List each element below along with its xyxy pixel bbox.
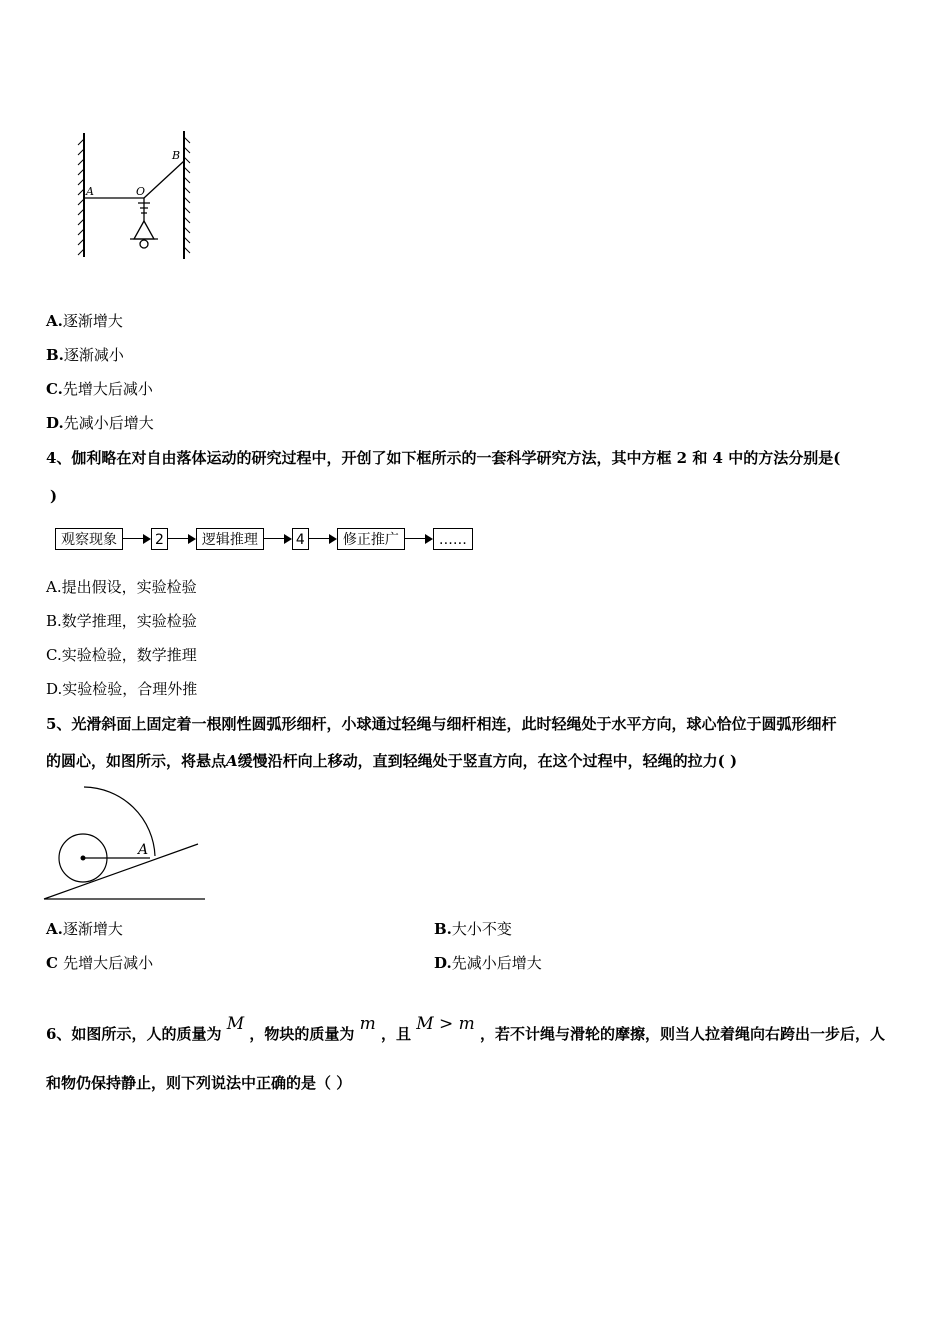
- math-m: m: [359, 1014, 376, 1034]
- fig3-label-b: B: [172, 149, 181, 162]
- q3-option-b[interactable]: B.逐渐减小: [46, 346, 124, 364]
- q3-option-a[interactable]: A.逐渐增大: [46, 312, 123, 330]
- flow-box-logic: 逻辑推理: [196, 528, 264, 550]
- fig3-label-a: A: [86, 185, 94, 198]
- flow-box-generalize: 修正推广: [337, 528, 405, 550]
- fig5-label-a: A: [138, 842, 149, 858]
- question5-figure: [40, 780, 215, 905]
- arrow-right-icon: [264, 534, 292, 544]
- math-M: M: [226, 1014, 245, 1034]
- q5-option-a[interactable]: A.逐渐增大: [46, 920, 123, 938]
- q4-option-b[interactable]: B.数学推理，实验检验: [46, 612, 197, 630]
- q4-option-d[interactable]: D.实验检验，合理外推: [46, 680, 198, 698]
- math-M-gt-m: M > m: [416, 1014, 475, 1034]
- flow-box-4: 4: [292, 528, 309, 550]
- arrow-right-icon: [405, 534, 433, 544]
- flow-box-observe: 观察现象: [55, 528, 123, 550]
- q5-option-b[interactable]: B.大小不变: [434, 920, 512, 938]
- arrow-right-icon: [168, 534, 196, 544]
- arrow-right-icon: [123, 534, 151, 544]
- q4-option-a[interactable]: A.提出假设，实验检验: [46, 578, 197, 596]
- q4-stem-line1: 4、伽利略在对自由落体运动的研究过程中，开创了如下框所示的一套科学研究方法，其中方框 2 和 4 中的方法分别是(: [46, 449, 841, 467]
- q6-stem-line2: 和物仍保持静止，则下列说法中正确的是（ ）: [46, 1074, 352, 1092]
- flow-box-ellipsis: ……: [433, 528, 473, 550]
- q6-stem-line1: 6、如图所示，人的质量为 M ，物块的质量为 m ，且 M > m ，若不计绳与滑轮的摩擦，则当人拉着绳向右跨出一步后，人: [46, 1014, 886, 1043]
- question3-figure: [70, 125, 200, 265]
- arrow-right-icon: [309, 534, 337, 544]
- q5-option-d[interactable]: D.先减小后增大: [434, 954, 542, 972]
- fig3-label-o: O: [136, 185, 146, 198]
- q4-option-c[interactable]: C.实验检验，数学推理: [46, 646, 197, 664]
- q4-stem-line2: ): [50, 487, 58, 505]
- q5-stem-line1: 5、光滑斜面上固定着一根刚性圆弧形细杆，小球通过轻绳与细杆相连，此时轻绳处于水平方向，球心恰位于圆弧形细杆: [46, 715, 837, 733]
- q5-stem-line2: 的圆心，如图所示，将悬点A缓慢沿杆向上移动，直到轻绳处于竖直方向，在这个过程中，轻绳的拉力( ): [46, 752, 738, 770]
- q3-option-c[interactable]: C.先增大后减小: [46, 380, 153, 398]
- q4-method-flow: [55, 526, 473, 552]
- q5-option-c[interactable]: C 先增大后减小: [46, 954, 154, 972]
- flow-box-2: 2: [151, 528, 168, 550]
- q3-option-d[interactable]: D.先减小后增大: [46, 414, 154, 432]
